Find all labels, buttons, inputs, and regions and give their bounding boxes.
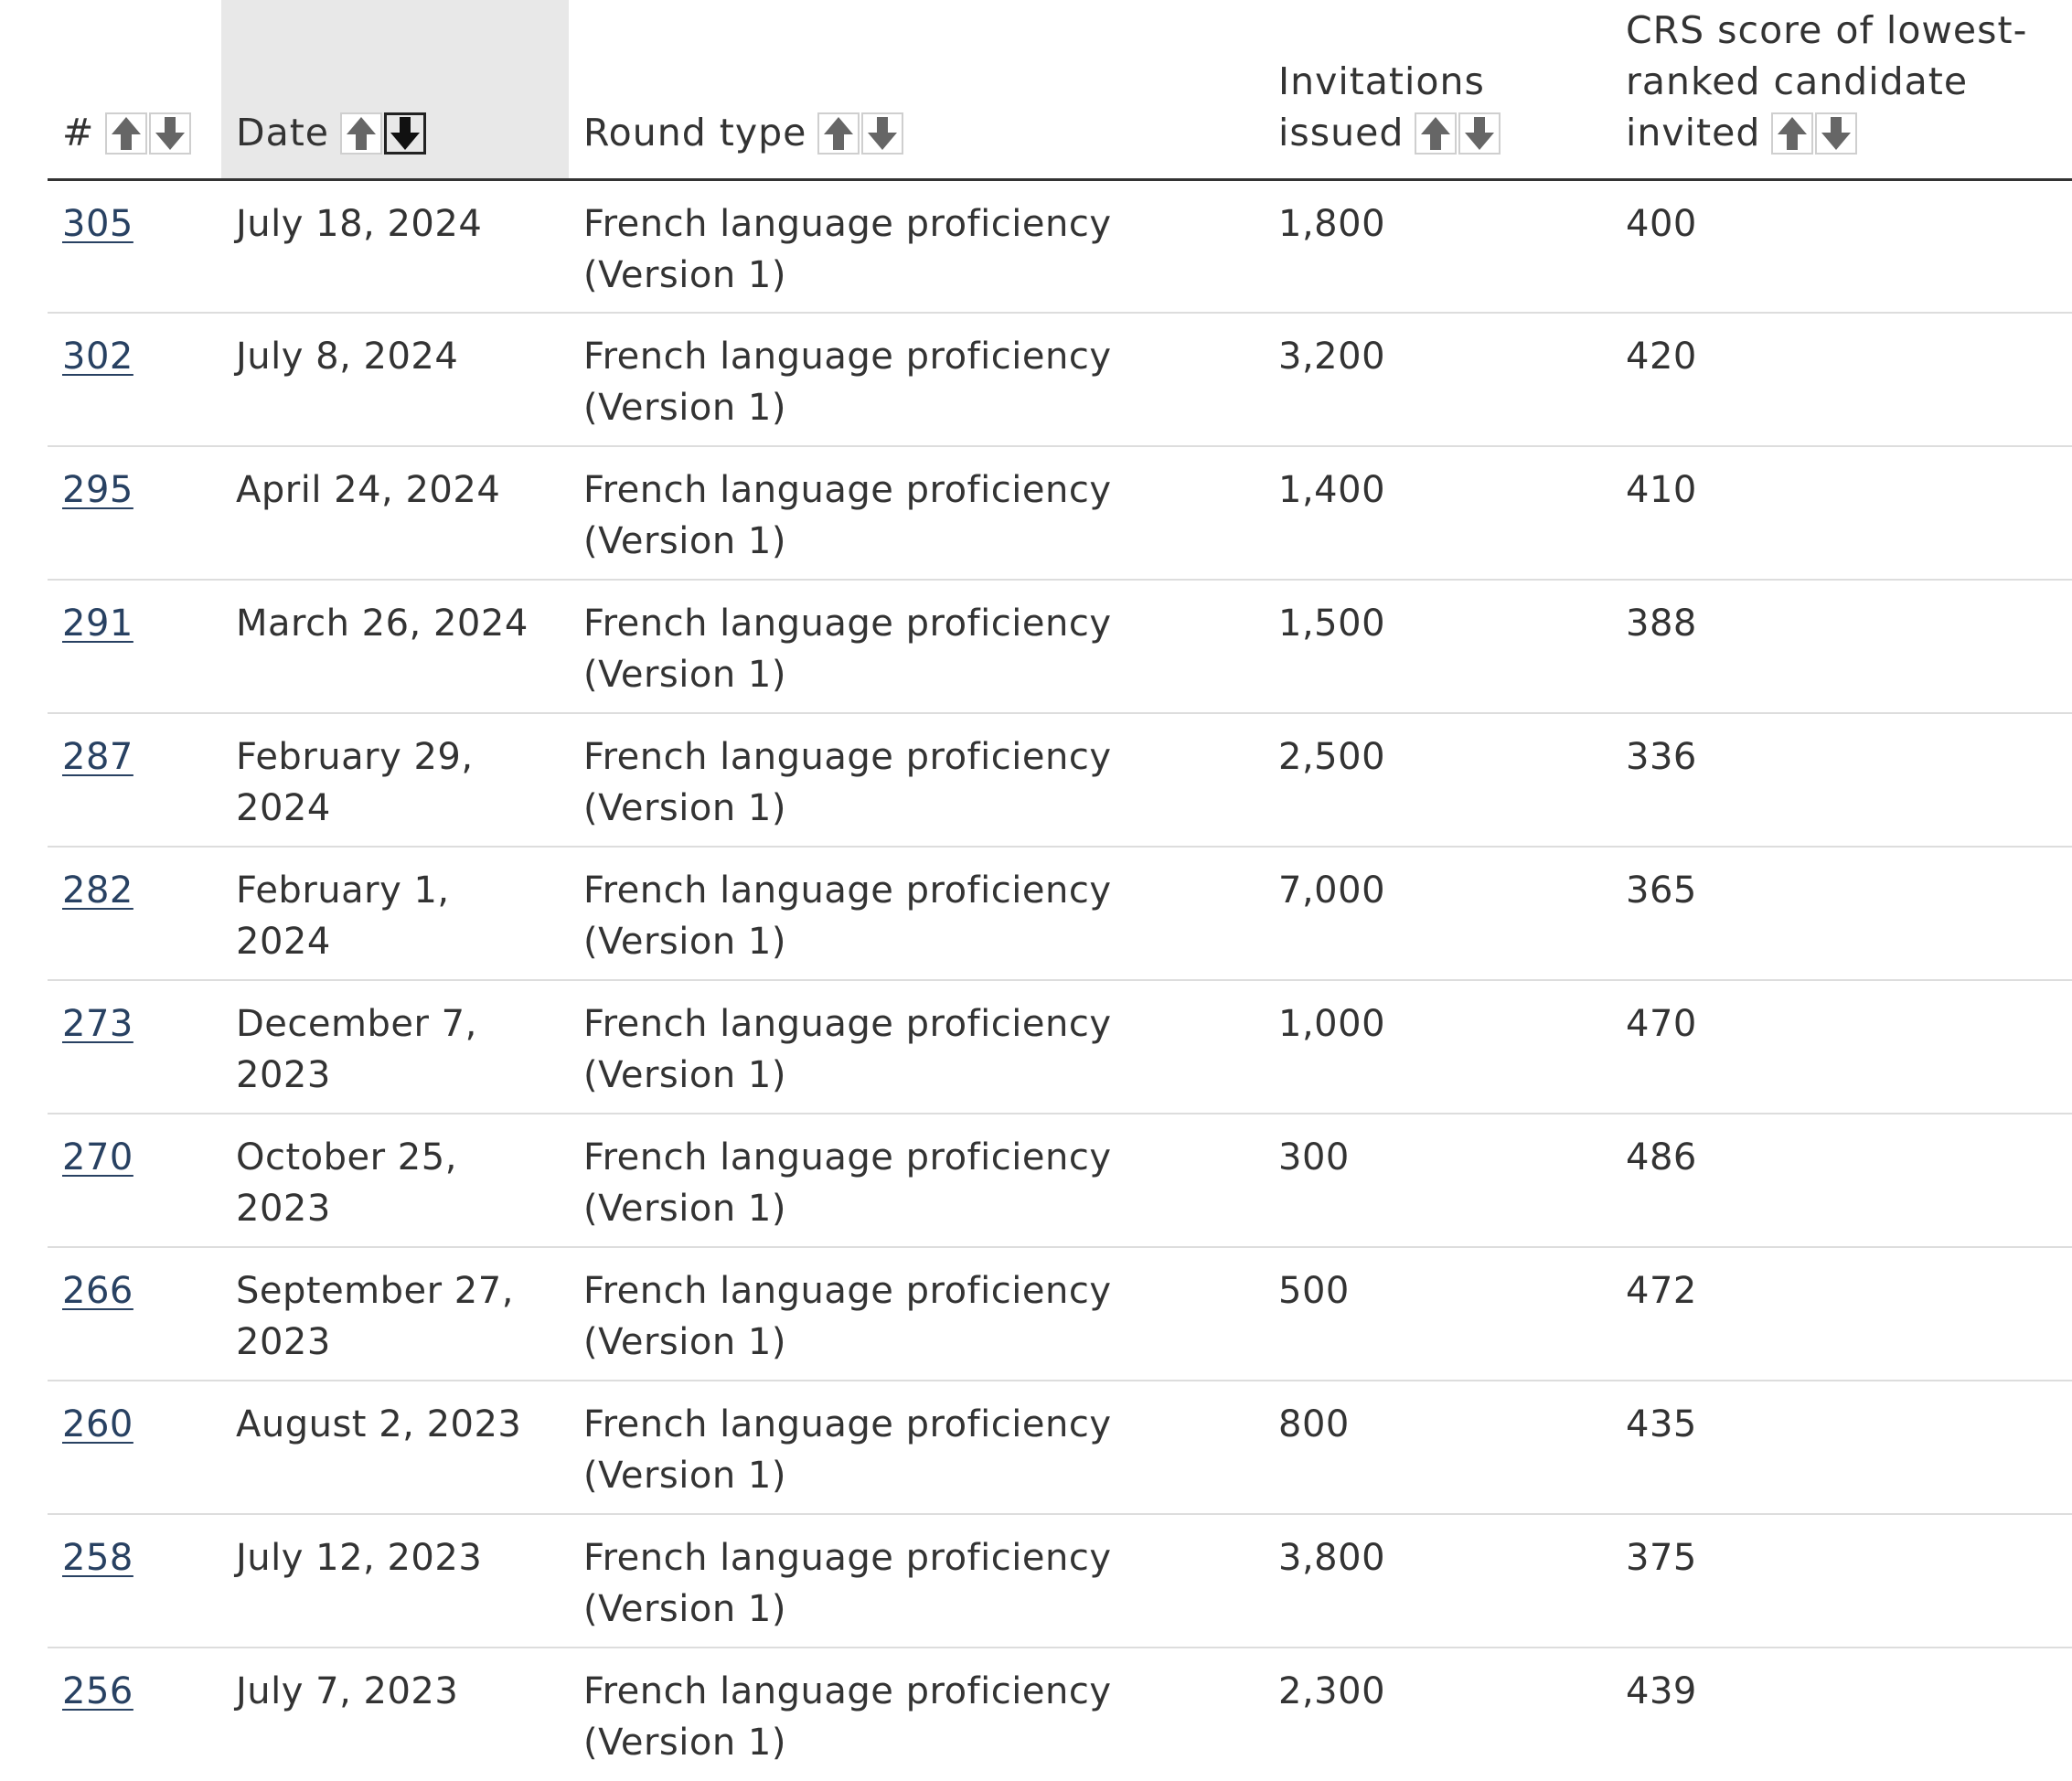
cell-round-type: French language proficiency (Version 1) — [569, 313, 1264, 446]
cell-number — [48, 847, 221, 980]
cell-round-type: French language proficiency (Version 1) — [569, 980, 1264, 1114]
table-row — [48, 1114, 2072, 1247]
cell-crs-score: 410 — [1611, 446, 2072, 580]
cell-number — [48, 580, 221, 713]
round-number-link[interactable]: 295 — [62, 469, 134, 511]
cell-number — [48, 980, 221, 1114]
cell-crs-score: 470 — [1611, 980, 2072, 1114]
cell-date: February 1, 2024 — [221, 847, 569, 980]
cell-number — [48, 313, 221, 446]
cell-invitations: 800 — [1264, 1381, 1611, 1514]
cell-number — [48, 446, 221, 580]
cell-crs-score: 375 — [1611, 1514, 2072, 1648]
round-number-link[interactable]: 302 — [62, 336, 134, 378]
arrow-up-icon — [1420, 116, 1451, 151]
arrow-up-icon — [346, 116, 377, 151]
cell-number — [48, 179, 221, 313]
sort-controls — [105, 112, 191, 155]
cell-crs-score: 336 — [1611, 713, 2072, 847]
cell-crs-score: 388 — [1611, 580, 2072, 713]
cell-round-type: French language proficiency (Version 1) — [569, 713, 1264, 847]
cell-invitations: 2,500 — [1264, 713, 1611, 847]
column-header-label: # — [62, 110, 95, 155]
column-header-round-type — [569, 0, 1264, 179]
cell-date: February 29, 2024 — [221, 713, 569, 847]
cell-invitations: 3,800 — [1264, 1514, 1611, 1648]
round-number-link[interactable]: 287 — [62, 736, 134, 778]
cell-invitations: 1,400 — [1264, 446, 1611, 580]
column-header-crs-score — [1611, 0, 2072, 179]
cell-round-type: French language proficiency (Version 1) — [569, 1114, 1264, 1247]
cell-invitations: 300 — [1264, 1114, 1611, 1247]
cell-round-type: French language proficiency (Version 1) — [583, 1670, 1112, 1764]
cell-number — [48, 1114, 221, 1247]
cell-invitations: 1,800 — [1264, 179, 1611, 313]
sort-descending-button[interactable] — [1815, 112, 1857, 155]
sort-controls — [340, 112, 426, 155]
sort-ascending-button[interactable] — [105, 112, 147, 155]
header-row — [48, 0, 2072, 179]
cell-date: July 18, 2024 — [221, 179, 569, 313]
sort-ascending-button[interactable] — [340, 112, 382, 155]
table-row — [48, 1648, 2072, 1781]
cell-date: August 2, 2023 — [221, 1381, 569, 1514]
column-header-date — [221, 0, 569, 179]
column-header-number — [48, 0, 221, 179]
table-row — [48, 313, 2072, 446]
cell-invitations: 2,300 — [1278, 1670, 1386, 1712]
cell-round-type: French language proficiency (Version 1) — [569, 1514, 1264, 1648]
round-number-link[interactable]: 273 — [62, 1003, 134, 1045]
arrow-down-icon — [390, 116, 421, 151]
arrow-down-icon — [1821, 116, 1852, 151]
column-header-label: Invitations issued — [1278, 59, 1485, 155]
round-number-link[interactable]: 258 — [62, 1537, 134, 1579]
cell-invitations: 500 — [1264, 1247, 1611, 1381]
round-number-link[interactable]: 282 — [62, 869, 134, 912]
table-row — [48, 1381, 2072, 1514]
arrow-up-icon — [1777, 116, 1808, 151]
cell-date: October 25, 2023 — [221, 1114, 569, 1247]
rounds-table — [48, 0, 2072, 1781]
sort-controls — [1771, 112, 1857, 155]
sort-ascending-button[interactable] — [817, 112, 860, 155]
arrow-down-icon — [1464, 116, 1495, 151]
round-number-link[interactable]: 266 — [62, 1270, 134, 1312]
table-row — [48, 980, 2072, 1114]
cell-round-type: French language proficiency (Version 1) — [569, 179, 1264, 313]
arrow-down-icon — [155, 116, 186, 151]
cell-round-type: French language proficiency (Version 1) — [569, 1247, 1264, 1381]
cell-round-type: French language proficiency (Version 1) — [569, 580, 1264, 713]
table-row — [48, 713, 2072, 847]
table-row — [48, 1514, 2072, 1648]
column-header-label: Date — [236, 110, 329, 155]
sort-descending-button[interactable] — [1458, 112, 1501, 155]
arrow-down-icon — [867, 116, 898, 151]
cell-invitations: 1,500 — [1264, 580, 1611, 713]
table-body — [48, 179, 2072, 1781]
cell-number — [48, 1648, 221, 1781]
round-number-link[interactable]: 260 — [62, 1403, 134, 1445]
arrow-up-icon — [823, 116, 854, 151]
arrow-up-icon — [111, 116, 142, 151]
sort-ascending-button[interactable] — [1771, 112, 1813, 155]
sort-descending-button[interactable] — [149, 112, 191, 155]
cell-crs-score: 472 — [1611, 1247, 2072, 1381]
cell-date: July 8, 2024 — [221, 313, 569, 446]
cell-invitations: 3,200 — [1264, 313, 1611, 446]
table-row — [48, 446, 2072, 580]
round-number-link[interactable]: 291 — [62, 603, 134, 645]
cell-date: July 7, 2023 — [236, 1670, 459, 1712]
cell-crs-score: 400 — [1611, 179, 2072, 313]
cell-number — [48, 1514, 221, 1648]
cell-date: March 26, 2024 — [221, 580, 569, 713]
sort-descending-button[interactable] — [384, 112, 426, 155]
round-number-link[interactable]: 256 — [62, 1670, 134, 1712]
cell-date: September 27, 2023 — [221, 1247, 569, 1381]
table-row — [48, 1247, 2072, 1381]
cell-invitations: 1,000 — [1264, 980, 1611, 1114]
cell-date: April 24, 2024 — [221, 446, 569, 580]
cell-round-type: French language proficiency (Version 1) — [569, 446, 1264, 580]
cell-number — [48, 1381, 221, 1514]
column-header-invitations-issued — [1264, 0, 1611, 179]
sort-controls — [1415, 112, 1501, 155]
sort-descending-button[interactable] — [861, 112, 903, 155]
column-header-label: Round type — [583, 110, 807, 155]
cell-round-type: French language proficiency (Version 1) — [569, 847, 1264, 980]
sort-ascending-button[interactable] — [1415, 112, 1457, 155]
cell-round-type: French language proficiency (Version 1) — [569, 1381, 1264, 1514]
cell-number — [48, 1247, 221, 1381]
table-row — [48, 179, 2072, 313]
cell-crs-score: 365 — [1611, 847, 2072, 980]
column-header-label: CRS score of lowest-ranked candidate invited — [1626, 7, 2028, 155]
round-number-link[interactable]: 305 — [62, 202, 134, 245]
table-row — [48, 580, 2072, 713]
round-number-link[interactable]: 270 — [62, 1136, 134, 1178]
cell-crs-score: 435 — [1611, 1381, 2072, 1514]
cell-date: December 7, 2023 — [221, 980, 569, 1114]
sort-controls — [817, 112, 903, 155]
table-row — [48, 847, 2072, 980]
table-header — [48, 0, 2072, 179]
cell-number — [48, 713, 221, 847]
cell-crs-score: 420 — [1611, 313, 2072, 446]
cell-date: July 12, 2023 — [221, 1514, 569, 1648]
cell-crs-score: 486 — [1611, 1114, 2072, 1247]
cell-crs-score: 439 — [1626, 1670, 1697, 1712]
cell-invitations: 7,000 — [1264, 847, 1611, 980]
